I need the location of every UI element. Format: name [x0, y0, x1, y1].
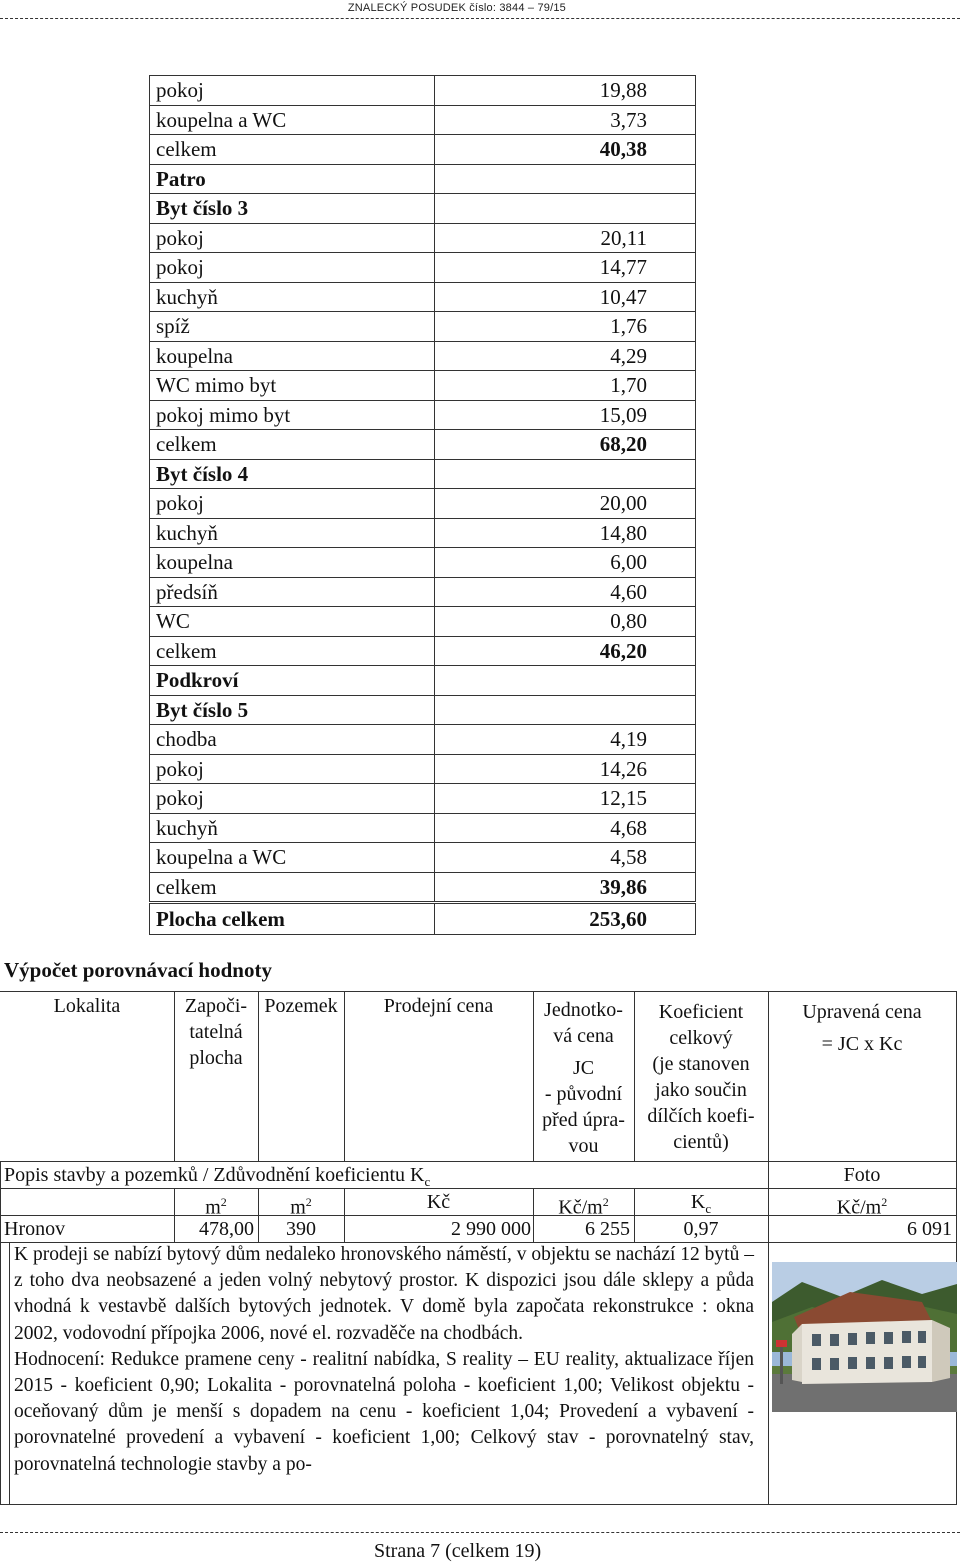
area-row-value: 3,73 — [435, 105, 696, 135]
area-row — [150, 253, 696, 283]
area-row — [150, 400, 696, 430]
area-row — [150, 548, 696, 578]
area-row-value: 12,15 — [435, 784, 696, 814]
area-row — [150, 607, 696, 637]
property-description — [14, 1242, 754, 1478]
area-row-value: 4,68 — [435, 813, 696, 843]
area-row — [150, 312, 696, 342]
area-row-label: Byt číslo 4 — [150, 459, 435, 489]
area-row — [150, 754, 696, 784]
area-row-label: pokoj — [150, 784, 435, 814]
area-row — [150, 282, 696, 312]
unit-koeficient: $K_c$ — [690, 1191, 712, 1216]
area-row-value: 39,86 — [435, 872, 696, 903]
header-divider — [0, 18, 960, 19]
area-row-value: 1,70 — [435, 371, 696, 401]
area-row-label: celkem — [150, 636, 435, 666]
area-row-label: kuchyň — [150, 282, 435, 312]
area-row-label: pokoj — [150, 754, 435, 784]
row-upravena: 6 091 — [907, 1218, 952, 1240]
unit-plocha: $m^2$ — [205, 1195, 227, 1219]
area-row — [150, 430, 696, 460]
area-row — [150, 341, 696, 371]
unit-jednotkova: $Kč/m^2$ — [558, 1195, 609, 1219]
header-koeficient: Koeficient celkový (je stanoven jako součin dílčích koefi- cientů) — [647, 1001, 755, 1153]
footer-divider — [0, 1532, 960, 1533]
area-row-label: celkem — [150, 872, 435, 903]
area-row-value: 10,47 — [435, 282, 696, 312]
area-total-value: 253,60 — [435, 903, 696, 935]
header-upravena-cena: Upravená cena = JC x Kc — [802, 1001, 922, 1055]
page-header: ZNALECKÝ POSUDEK číslo: 3844 – 79/15 — [347, 2, 566, 14]
row-plocha: 478,00 — [199, 1218, 254, 1240]
room-area-table — [149, 75, 696, 935]
area-total-row — [150, 903, 696, 935]
area-row-value — [435, 459, 696, 489]
area-row-label: celkem — [150, 430, 435, 460]
area-row-value — [435, 666, 696, 696]
popis-label: Popis stavby a pozemků / Zdůvodnění koeficientu $K_c$ — [4, 1164, 431, 1189]
area-row-label: WC — [150, 607, 435, 637]
area-row — [150, 371, 696, 401]
area-row — [150, 666, 696, 696]
area-row-value: 20,00 — [435, 489, 696, 519]
area-row-label: spíž — [150, 312, 435, 342]
header-jednotkova-cena: Jednotko- vá cena JC - původní před úpra- vou — [542, 999, 625, 1157]
area-row-label: pokoj — [150, 253, 435, 283]
area-row-value: 46,20 — [435, 636, 696, 666]
unit-prodejni: Kč — [426, 1191, 451, 1213]
area-row-value: 0,80 — [435, 607, 696, 637]
area-row — [150, 636, 696, 666]
area-row-value: 4,58 — [435, 843, 696, 873]
description-paragraph: K prodeji se nabízí bytový dům nedaleko hronovského náměstí, v objektu se nachází 12 bytů – z toho dva neobsazené a jeden volný nebytový prostor. K dispozici jsou dále sklepy a půda vhodná k vestavbě dalších bytových jednotek. V domě byla započata rekonstrukce : okna 2002, vodovodní přípojka 2006, nové el. rozvaděče na chodbách. — [14, 1244, 754, 1344]
area-row-label: kuchyň — [150, 813, 435, 843]
area-row-label: pokoj — [150, 489, 435, 519]
area-row — [150, 164, 696, 194]
page-footer: Strana 7 (celkem 19) — [374, 1540, 542, 1562]
foto-label: Foto — [843, 1164, 881, 1186]
header-pozemek: Pozemek — [264, 995, 338, 1017]
area-row — [150, 784, 696, 814]
area-row-label: celkem — [150, 135, 435, 165]
area-row-label: koupelna — [150, 548, 435, 578]
building-photo — [772, 1262, 957, 1412]
area-row-value — [435, 695, 696, 725]
area-row-value: 14,80 — [435, 518, 696, 548]
area-row-value: 6,00 — [435, 548, 696, 578]
area-row-label: předsíň — [150, 577, 435, 607]
comparison-table — [0, 991, 957, 1505]
area-row-label: chodba — [150, 725, 435, 755]
header-plocha: Započi- tatelná plocha — [184, 995, 248, 1069]
area-row-value: 4,19 — [435, 725, 696, 755]
area-row — [150, 489, 696, 519]
area-row-label: Byt číslo 5 — [150, 695, 435, 725]
area-row-value: 1,76 — [435, 312, 696, 342]
row-prodejni: 2 990 000 — [451, 1218, 531, 1240]
area-row-value: 4,29 — [435, 341, 696, 371]
area-row-label: WC mimo byt — [150, 371, 435, 401]
area-row — [150, 194, 696, 224]
area-row — [150, 76, 696, 106]
area-row-value: 14,26 — [435, 754, 696, 784]
header-lokalita: Lokalita — [53, 995, 121, 1017]
area-row-value: 40,38 — [435, 135, 696, 165]
area-row — [150, 813, 696, 843]
header-prodejni-cena: Prodejní cena — [383, 995, 494, 1017]
area-row-label: Podkroví — [150, 666, 435, 696]
section-title: Výpočet porovnávací hodnoty — [4, 958, 272, 982]
area-row-label: koupelna — [150, 341, 435, 371]
area-row-value: 15,09 — [435, 400, 696, 430]
evaluation-paragraph: Hodnocení: Redukce pramene ceny - realitní nabídka, S reality – EU reality, aktualizace říjen 2015 - koeficient 0,90; Lokalita - porovnatelná poloha - koeficient 1,00; Velikost objektu - oceňovaný dům je menší s dopadem na cenu - koeficient 1,04; Provedení a vybavení - porovnatelné provedení a vybavení - koeficient 1,00; Celkový stav - porovnatelný stav, porovnatelná technologie stavby a po- — [14, 1348, 754, 1475]
area-row-label: pokoj — [150, 223, 435, 253]
area-row-label: kuchyň — [150, 518, 435, 548]
area-row-label: Patro — [150, 164, 435, 194]
unit-upravena: $Kč/m^2$ — [836, 1195, 888, 1219]
area-row-label: Byt číslo 3 — [150, 194, 435, 224]
row-jednotkova: 6 255 — [585, 1218, 630, 1240]
area-row — [150, 843, 696, 873]
area-row — [150, 105, 696, 135]
area-row — [150, 223, 696, 253]
area-row — [150, 135, 696, 165]
area-row-label: pokoj mimo byt — [150, 400, 435, 430]
area-row-value — [435, 194, 696, 224]
area-row — [150, 725, 696, 755]
area-row-value: 68,20 — [435, 430, 696, 460]
row-koeficient: 0,97 — [683, 1218, 719, 1240]
area-row-value: 14,77 — [435, 253, 696, 283]
area-row-value — [435, 164, 696, 194]
row-pozemek: 390 — [286, 1218, 316, 1240]
area-total-label: Plocha celkem — [150, 903, 435, 935]
unit-pozemek: $m^2$ — [290, 1195, 312, 1219]
area-row — [150, 518, 696, 548]
area-row — [150, 459, 696, 489]
row-lokalita: Hronov — [4, 1218, 66, 1240]
area-row-label: koupelna a WC — [150, 843, 435, 873]
area-row-label: pokoj — [150, 76, 435, 106]
area-row — [150, 695, 696, 725]
area-row — [150, 872, 696, 903]
area-row-label: koupelna a WC — [150, 105, 435, 135]
area-row-value: 4,60 — [435, 577, 696, 607]
area-row-value: 20,11 — [435, 223, 696, 253]
area-row — [150, 577, 696, 607]
area-row-value: 19,88 — [435, 76, 696, 106]
